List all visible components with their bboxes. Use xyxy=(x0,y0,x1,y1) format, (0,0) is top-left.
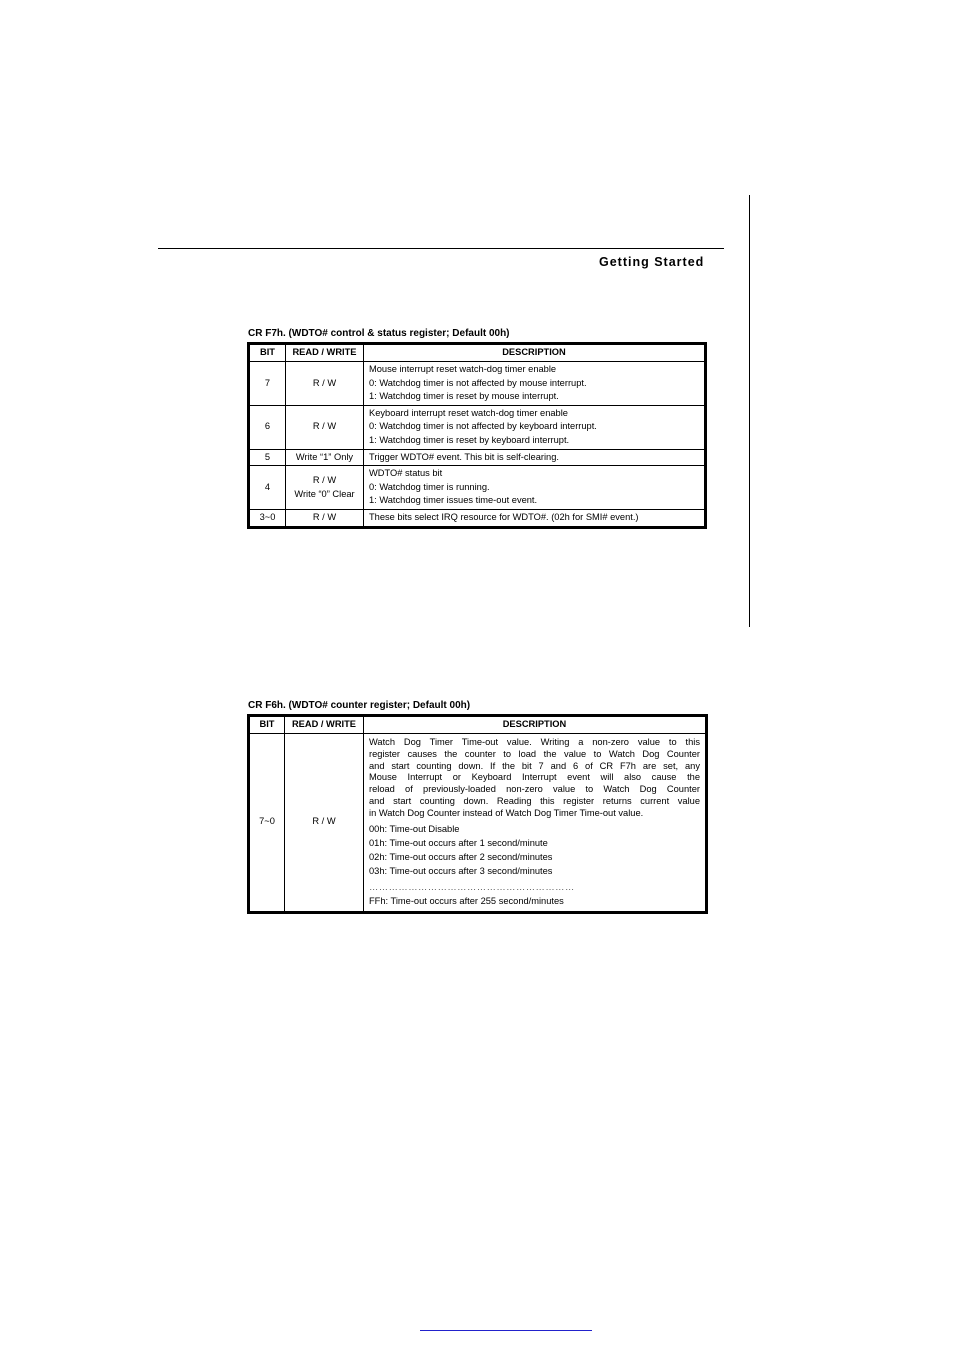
header-rule xyxy=(158,248,724,249)
description-paragraph: Watch Dog Timer Time-out value. Writing a non-zero value to this register causes the counter to load the value to Watch Dog Counter and start counting down. If the bit 7 and 6 of CR F7h are set, any Mouse Interrupt or Keyboard Interrupt event will also cause the reload of previously-loaded non-zero value to Watch Dog Counter and start counting down. Reading this register returns current value in Watch Dog Counter instead of Watch Dog Timer Time-out value. xyxy=(369,737,700,818)
col-header-description: DESCRIPTION xyxy=(364,345,705,362)
rw-cell: R / W xyxy=(286,509,364,526)
table-f7-caption: CR F7h. (WDTO# control & status register; Default 00h) xyxy=(248,328,510,339)
bit-cell: 6 xyxy=(250,405,286,449)
description-cell: Mouse interrupt reset watch-dog timer enable 0: Watchdog timer is not affected by mouse interrupt. 1: Watchdog timer is reset by mouse interrupt. xyxy=(364,362,705,406)
table-row xyxy=(250,362,705,406)
description-cell: These bits select IRQ resource for WDTO#. (02h for SMI# event.) xyxy=(364,509,705,526)
footer-link-underline[interactable] xyxy=(420,1330,592,1331)
col-header-bit: BIT xyxy=(250,345,286,362)
list-item: 00h: Time-out Disable xyxy=(369,823,460,834)
ellipsis-line: ……………………………………………………… xyxy=(369,881,575,892)
col-header-read-write: READ / WRITE xyxy=(286,345,364,362)
col-header-read-write: READ / WRITE xyxy=(285,717,364,734)
list-item: 01h: Time-out occurs after 1 second/minute xyxy=(369,837,548,848)
table-row xyxy=(250,734,706,912)
table-f6 xyxy=(247,714,708,914)
description-cell: Trigger WDTO# event. This bit is self-clearing. xyxy=(364,449,705,466)
section-title: Getting Started xyxy=(599,255,705,269)
table-row xyxy=(250,449,705,466)
table-row xyxy=(250,466,705,510)
bit-cell: 3~0 xyxy=(250,509,286,526)
description-cell: Keyboard interrupt reset watch-dog timer enable 0: Watchdog timer is not affected by keyboard interrupt. 1: Watchdog timer is reset by keyboard interrupt. xyxy=(364,405,705,449)
description-cell xyxy=(364,734,706,912)
col-header-bit: BIT xyxy=(250,717,285,734)
bit-cell: 7 xyxy=(250,362,286,406)
rw-cell: Write “1” Only xyxy=(286,449,364,466)
table-row xyxy=(250,405,705,449)
description-cell: WDTO# status bit 0: Watchdog timer is running. 1: Watchdog timer issues time-out event. xyxy=(364,466,705,510)
list-item: 02h: Time-out occurs after 2 second/minutes xyxy=(369,851,553,862)
table-f6-caption: CR F6h. (WDTO# counter register; Default 00h) xyxy=(248,700,471,711)
table-row xyxy=(250,509,705,526)
bit-cell: 4 xyxy=(250,466,286,510)
list-item: FFh: Time-out occurs after 255 second/minutes xyxy=(369,895,564,906)
col-header-description: DESCRIPTION xyxy=(364,717,706,734)
table-f7 xyxy=(247,342,707,529)
rw-cell: R / W xyxy=(286,362,364,406)
rw-cell: R / W xyxy=(285,734,364,912)
list-item: 03h: Time-out occurs after 3 second/minutes xyxy=(369,865,553,876)
side-rule xyxy=(749,195,750,627)
rw-cell: R / W xyxy=(286,405,364,449)
bit-cell: 5 xyxy=(250,449,286,466)
rw-cell: R / W Write “0” Clear xyxy=(286,466,364,510)
bit-cell: 7~0 xyxy=(250,734,285,912)
